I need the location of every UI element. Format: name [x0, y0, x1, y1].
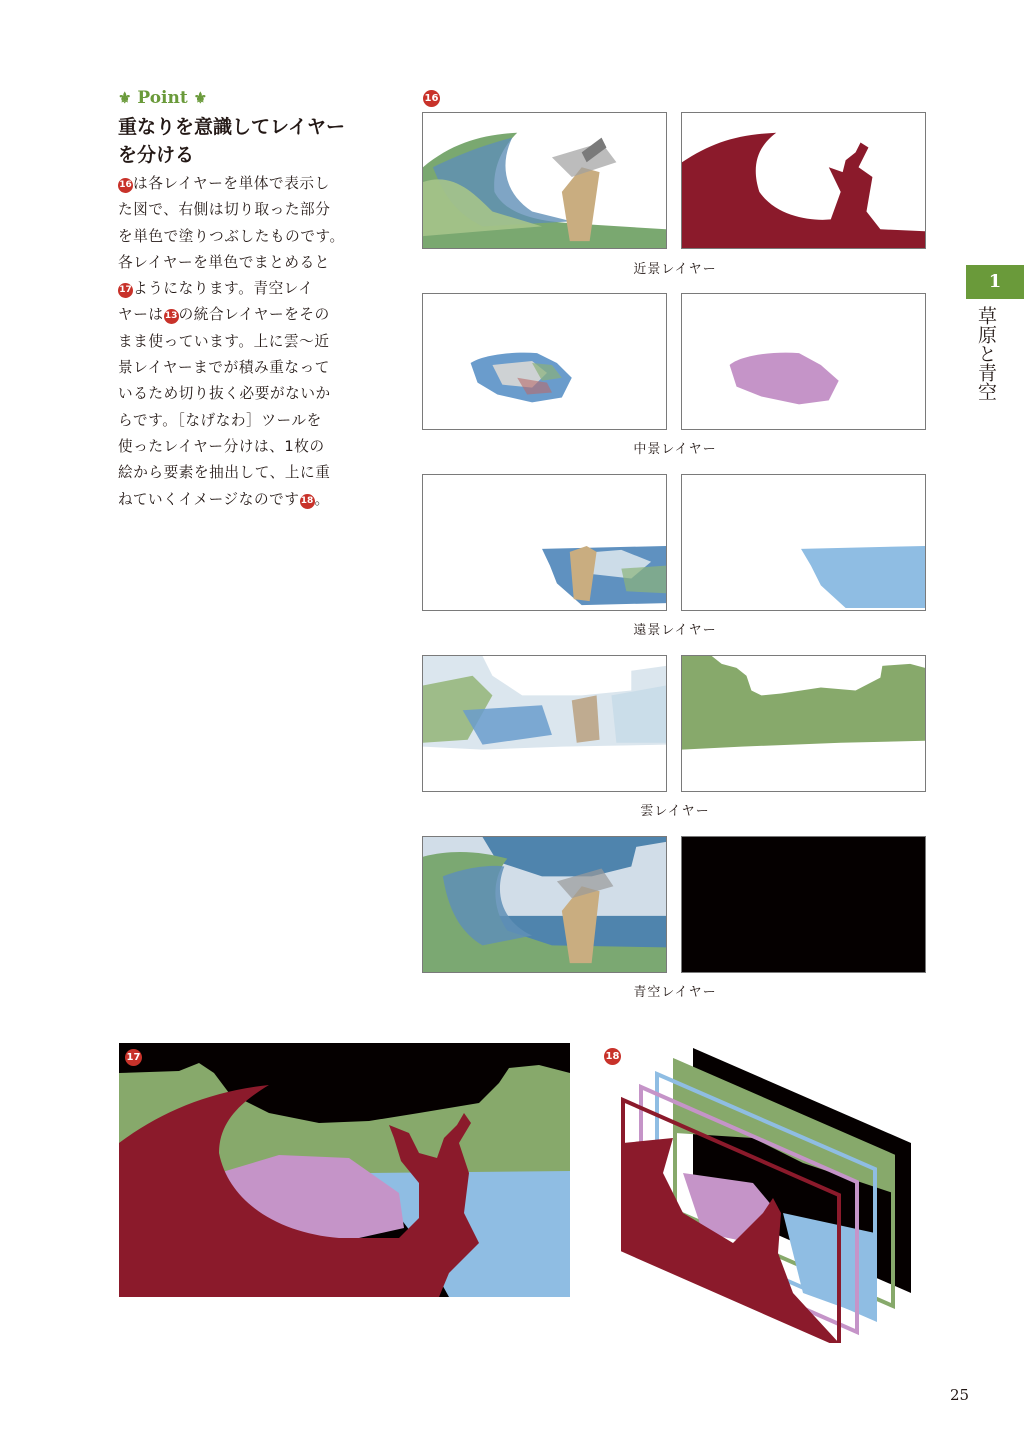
body-line: 各レイヤーを単色でまとめると: [118, 253, 330, 271]
cloud-layer-painting: [422, 655, 667, 792]
near-layer-mask: [681, 112, 926, 249]
caption-near-layer: 近景レイヤー: [633, 262, 717, 277]
figure-17-badge: 17: [125, 1049, 142, 1066]
figure-18-stacked-layers: [603, 1043, 918, 1343]
chapter-title-text: 草原と青空: [975, 306, 997, 401]
section-heading: [118, 113, 358, 169]
figure-ref-badge: 17: [118, 283, 133, 298]
caption-sky-layer: 青空レイヤー: [633, 985, 717, 1000]
body-line: 景レイヤーまでが積み重なって: [118, 359, 330, 377]
body-line: らです。［なげなわ］ツールを: [118, 411, 322, 429]
body-line: 使ったレイヤー分けは、1枚の: [118, 437, 325, 455]
figure-17-combined-layers: [119, 1043, 570, 1297]
body-line: ねていくイメージなのです: [118, 490, 300, 508]
body-line: 。: [314, 490, 330, 508]
chapter-title-vertical: [974, 306, 998, 401]
figure-16-badge: 16: [423, 90, 440, 107]
point-label: [118, 88, 207, 108]
heading-line-2: を分ける: [118, 144, 195, 166]
figure-ref-badge: 16: [118, 178, 133, 193]
page-number: 25: [950, 1386, 970, 1404]
cloud-layer-mask: [681, 655, 926, 792]
figure-ref-badge: 18: [300, 494, 315, 509]
near-layer-painting: [422, 112, 667, 249]
body-line: ようになります。青空レイ: [133, 280, 314, 298]
chapter-number-tab: 1: [966, 265, 1024, 299]
ornament-right-icon: ⚜: [193, 89, 208, 107]
body-line: ヤーは: [118, 306, 164, 324]
body-line: の統合レイヤーをその: [178, 306, 330, 324]
body-line: は各レイヤーを単体で表示し: [133, 175, 330, 192]
heading-line-1: 重なりを意識してレイヤー: [118, 116, 346, 138]
caption-cloud-layer: 雲レイヤー: [640, 804, 710, 819]
caption-middle-layer: 中景レイヤー: [633, 442, 717, 457]
body-line: た図で、右側は切り取った部分: [118, 201, 331, 219]
figure-ref-badge: 13: [164, 309, 179, 324]
caption-far-layer: 遠景レイヤー: [633, 623, 717, 638]
far-layer-mask: [681, 474, 926, 611]
body-line: いるため切り抜く必要がないか: [118, 385, 331, 403]
sky-layer-painting: [422, 836, 667, 973]
middle-layer-painting: [422, 293, 667, 430]
ornament-left-icon: ⚜: [118, 89, 132, 107]
sky-layer-mask: [681, 836, 926, 973]
body-line: まま使っています。上に雲〜近: [118, 332, 330, 350]
body-line: 絵から要素を抽出して、上に重: [118, 464, 331, 482]
middle-layer-mask: [681, 293, 926, 430]
point-text: Point: [137, 88, 188, 108]
body-line: を単色で塗りつぶしたものです。: [118, 227, 345, 245]
far-layer-painting: [422, 474, 667, 611]
body-paragraph: [118, 171, 358, 513]
figure-18-badge: 18: [604, 1048, 621, 1065]
